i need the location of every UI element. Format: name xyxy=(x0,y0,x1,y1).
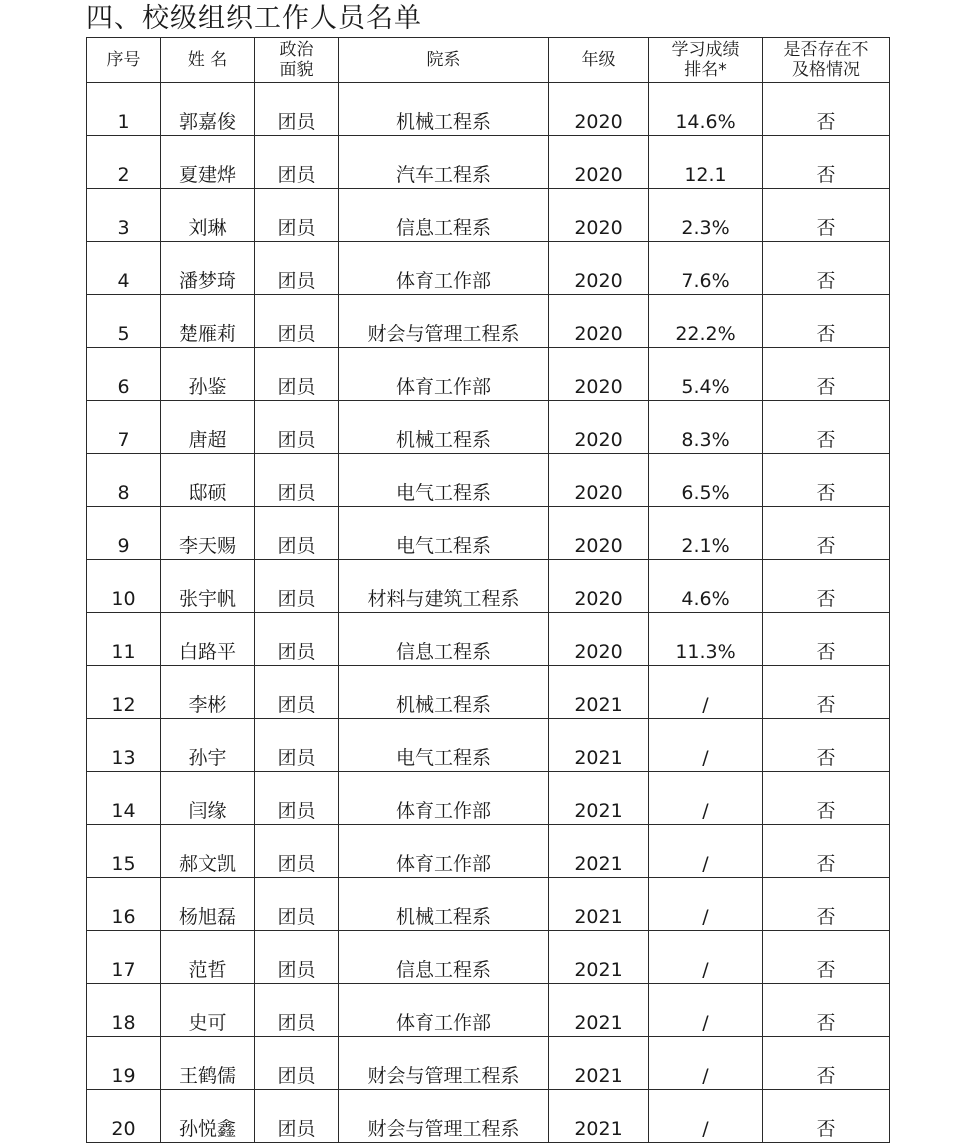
cell-political-status: 团员 xyxy=(255,666,339,719)
cell-department: 体育工作部 xyxy=(339,772,549,825)
cell-failed-course: 否 xyxy=(763,242,890,295)
cell-failed-course: 否 xyxy=(763,666,890,719)
cell-failed-course: 否 xyxy=(763,1090,890,1143)
cell-academic-rank: 11.3% xyxy=(649,613,763,666)
cell-failed-course: 否 xyxy=(763,825,890,878)
cell-department: 信息工程系 xyxy=(339,189,549,242)
cell-grade: 2020 xyxy=(549,560,649,613)
cell-no: 3 xyxy=(87,189,161,242)
cell-failed-course: 否 xyxy=(763,454,890,507)
cell-political-status: 团员 xyxy=(255,772,339,825)
cell-name: 唐超 xyxy=(161,401,255,454)
table-row xyxy=(87,772,890,825)
cell-name: 王鹤儒 xyxy=(161,1037,255,1090)
cell-political-status: 团员 xyxy=(255,719,339,772)
cell-no: 11 xyxy=(87,613,161,666)
page-title: 四、校级组织工作人员名单 xyxy=(86,3,422,34)
cell-political-status: 团员 xyxy=(255,83,339,136)
cell-department: 机械工程系 xyxy=(339,401,549,454)
cell-academic-rank: / xyxy=(649,719,763,772)
cell-grade: 2020 xyxy=(549,454,649,507)
header-row xyxy=(87,38,890,83)
table-row xyxy=(87,878,890,931)
cell-political-status: 团员 xyxy=(255,507,339,560)
cell-department: 电气工程系 xyxy=(339,507,549,560)
cell-failed-course: 否 xyxy=(763,931,890,984)
cell-department: 财会与管理工程系 xyxy=(339,1090,549,1143)
cell-grade: 2020 xyxy=(549,242,649,295)
cell-academic-rank: 2.3% xyxy=(649,189,763,242)
table-row xyxy=(87,507,890,560)
cell-name: 范哲 xyxy=(161,931,255,984)
cell-failed-course: 否 xyxy=(763,348,890,401)
cell-academic-rank: 12.1 xyxy=(649,136,763,189)
cell-grade: 2020 xyxy=(549,348,649,401)
cell-grade: 2021 xyxy=(549,878,649,931)
cell-grade: 2021 xyxy=(549,666,649,719)
cell-name: 夏建烨 xyxy=(161,136,255,189)
cell-grade: 2021 xyxy=(549,1037,649,1090)
cell-academic-rank: / xyxy=(649,1037,763,1090)
cell-no: 1 xyxy=(87,83,161,136)
cell-department: 电气工程系 xyxy=(339,454,549,507)
cell-no: 12 xyxy=(87,666,161,719)
cell-no: 14 xyxy=(87,772,161,825)
cell-academic-rank: 6.5% xyxy=(649,454,763,507)
cell-name: 楚雁莉 xyxy=(161,295,255,348)
cell-political-status: 团员 xyxy=(255,242,339,295)
cell-political-status: 团员 xyxy=(255,295,339,348)
cell-name: 张宇帆 xyxy=(161,560,255,613)
cell-name: 孙悦鑫 xyxy=(161,1090,255,1143)
cell-department: 体育工作部 xyxy=(339,984,549,1037)
cell-political-status: 团员 xyxy=(255,1090,339,1143)
cell-no: 13 xyxy=(87,719,161,772)
cell-grade: 2021 xyxy=(549,825,649,878)
cell-department: 材料与建筑工程系 xyxy=(339,560,549,613)
column-header-grade: 年级 xyxy=(549,38,649,83)
cell-no: 2 xyxy=(87,136,161,189)
staff-table xyxy=(86,37,890,1143)
cell-department: 信息工程系 xyxy=(339,613,549,666)
cell-no: 5 xyxy=(87,295,161,348)
cell-grade: 2020 xyxy=(549,401,649,454)
cell-name: 杨旭磊 xyxy=(161,878,255,931)
cell-no: 10 xyxy=(87,560,161,613)
cell-grade: 2021 xyxy=(549,1090,649,1143)
cell-academic-rank: 7.6% xyxy=(649,242,763,295)
column-header-name: 姓 名 xyxy=(161,38,255,83)
cell-no: 16 xyxy=(87,878,161,931)
cell-department: 机械工程系 xyxy=(339,878,549,931)
cell-name: 邸硕 xyxy=(161,454,255,507)
cell-no: 17 xyxy=(87,931,161,984)
column-header-failed-course: 是否存在不 及格情况 xyxy=(763,38,890,83)
cell-political-status: 团员 xyxy=(255,613,339,666)
cell-academic-rank: / xyxy=(649,666,763,719)
cell-failed-course: 否 xyxy=(763,83,890,136)
cell-department: 财会与管理工程系 xyxy=(339,1037,549,1090)
cell-no: 15 xyxy=(87,825,161,878)
cell-failed-course: 否 xyxy=(763,719,890,772)
cell-academic-rank: / xyxy=(649,878,763,931)
table-row xyxy=(87,348,890,401)
column-header-political-status: 政治 面貌 xyxy=(255,38,339,83)
cell-failed-course: 否 xyxy=(763,772,890,825)
cell-name: 李彬 xyxy=(161,666,255,719)
cell-failed-course: 否 xyxy=(763,984,890,1037)
cell-failed-course: 否 xyxy=(763,560,890,613)
cell-political-status: 团员 xyxy=(255,984,339,1037)
cell-department: 电气工程系 xyxy=(339,719,549,772)
table-row xyxy=(87,666,890,719)
cell-grade: 2020 xyxy=(549,507,649,560)
cell-failed-course: 否 xyxy=(763,507,890,560)
cell-name: 刘琳 xyxy=(161,189,255,242)
cell-no: 4 xyxy=(87,242,161,295)
cell-department: 机械工程系 xyxy=(339,83,549,136)
cell-department: 汽车工程系 xyxy=(339,136,549,189)
cell-grade: 2020 xyxy=(549,613,649,666)
table-row xyxy=(87,189,890,242)
cell-no: 8 xyxy=(87,454,161,507)
cell-political-status: 团员 xyxy=(255,136,339,189)
cell-academic-rank: / xyxy=(649,984,763,1037)
table-row xyxy=(87,560,890,613)
cell-department: 机械工程系 xyxy=(339,666,549,719)
cell-political-status: 团员 xyxy=(255,348,339,401)
cell-grade: 2020 xyxy=(549,295,649,348)
cell-name: 孙宇 xyxy=(161,719,255,772)
table-row xyxy=(87,136,890,189)
cell-department: 信息工程系 xyxy=(339,931,549,984)
table-row xyxy=(87,83,890,136)
cell-academic-rank: 14.6% xyxy=(649,83,763,136)
cell-no: 6 xyxy=(87,348,161,401)
cell-academic-rank: 22.2% xyxy=(649,295,763,348)
cell-failed-course: 否 xyxy=(763,1037,890,1090)
cell-department: 体育工作部 xyxy=(339,242,549,295)
cell-name: 白路平 xyxy=(161,613,255,666)
cell-name: 李天赐 xyxy=(161,507,255,560)
table-row xyxy=(87,401,890,454)
cell-political-status: 团员 xyxy=(255,1037,339,1090)
cell-failed-course: 否 xyxy=(763,878,890,931)
cell-failed-course: 否 xyxy=(763,613,890,666)
cell-no: 18 xyxy=(87,984,161,1037)
cell-political-status: 团员 xyxy=(255,454,339,507)
cell-grade: 2021 xyxy=(549,984,649,1037)
cell-no: 20 xyxy=(87,1090,161,1143)
table-row xyxy=(87,1037,890,1090)
cell-academic-rank: 8.3% xyxy=(649,401,763,454)
table-row xyxy=(87,1090,890,1143)
cell-political-status: 团员 xyxy=(255,931,339,984)
column-header-no: 序号 xyxy=(87,38,161,83)
cell-no: 7 xyxy=(87,401,161,454)
cell-grade: 2020 xyxy=(549,136,649,189)
cell-name: 闫缘 xyxy=(161,772,255,825)
cell-name: 郭嘉俊 xyxy=(161,83,255,136)
cell-political-status: 团员 xyxy=(255,825,339,878)
table-row xyxy=(87,825,890,878)
cell-political-status: 团员 xyxy=(255,189,339,242)
cell-no: 9 xyxy=(87,507,161,560)
cell-name: 潘梦琦 xyxy=(161,242,255,295)
cell-political-status: 团员 xyxy=(255,401,339,454)
cell-name: 孙鉴 xyxy=(161,348,255,401)
cell-name: 郝文凯 xyxy=(161,825,255,878)
table-body xyxy=(87,83,890,1143)
cell-grade: 2020 xyxy=(549,83,649,136)
cell-department: 体育工作部 xyxy=(339,825,549,878)
table-row xyxy=(87,931,890,984)
cell-grade: 2020 xyxy=(549,189,649,242)
cell-no: 19 xyxy=(87,1037,161,1090)
cell-academic-rank: / xyxy=(649,1090,763,1143)
table-row xyxy=(87,719,890,772)
cell-academic-rank: / xyxy=(649,772,763,825)
cell-failed-course: 否 xyxy=(763,401,890,454)
cell-academic-rank: 2.1% xyxy=(649,507,763,560)
cell-failed-course: 否 xyxy=(763,189,890,242)
table-row xyxy=(87,454,890,507)
cell-name: 史可 xyxy=(161,984,255,1037)
column-header-academic-rank: 学习成绩 排名* xyxy=(649,38,763,83)
table-row xyxy=(87,295,890,348)
cell-failed-course: 否 xyxy=(763,295,890,348)
table-row xyxy=(87,984,890,1037)
cell-grade: 2021 xyxy=(549,772,649,825)
cell-department: 财会与管理工程系 xyxy=(339,295,549,348)
cell-academic-rank: / xyxy=(649,931,763,984)
cell-department: 体育工作部 xyxy=(339,348,549,401)
table-row xyxy=(87,613,890,666)
cell-failed-course: 否 xyxy=(763,136,890,189)
cell-political-status: 团员 xyxy=(255,560,339,613)
cell-academic-rank: 5.4% xyxy=(649,348,763,401)
cell-academic-rank: 4.6% xyxy=(649,560,763,613)
cell-grade: 2021 xyxy=(549,719,649,772)
cell-academic-rank: / xyxy=(649,825,763,878)
table-row xyxy=(87,242,890,295)
table-header xyxy=(87,38,890,83)
cell-grade: 2021 xyxy=(549,931,649,984)
cell-political-status: 团员 xyxy=(255,878,339,931)
column-header-department: 院系 xyxy=(339,38,549,83)
